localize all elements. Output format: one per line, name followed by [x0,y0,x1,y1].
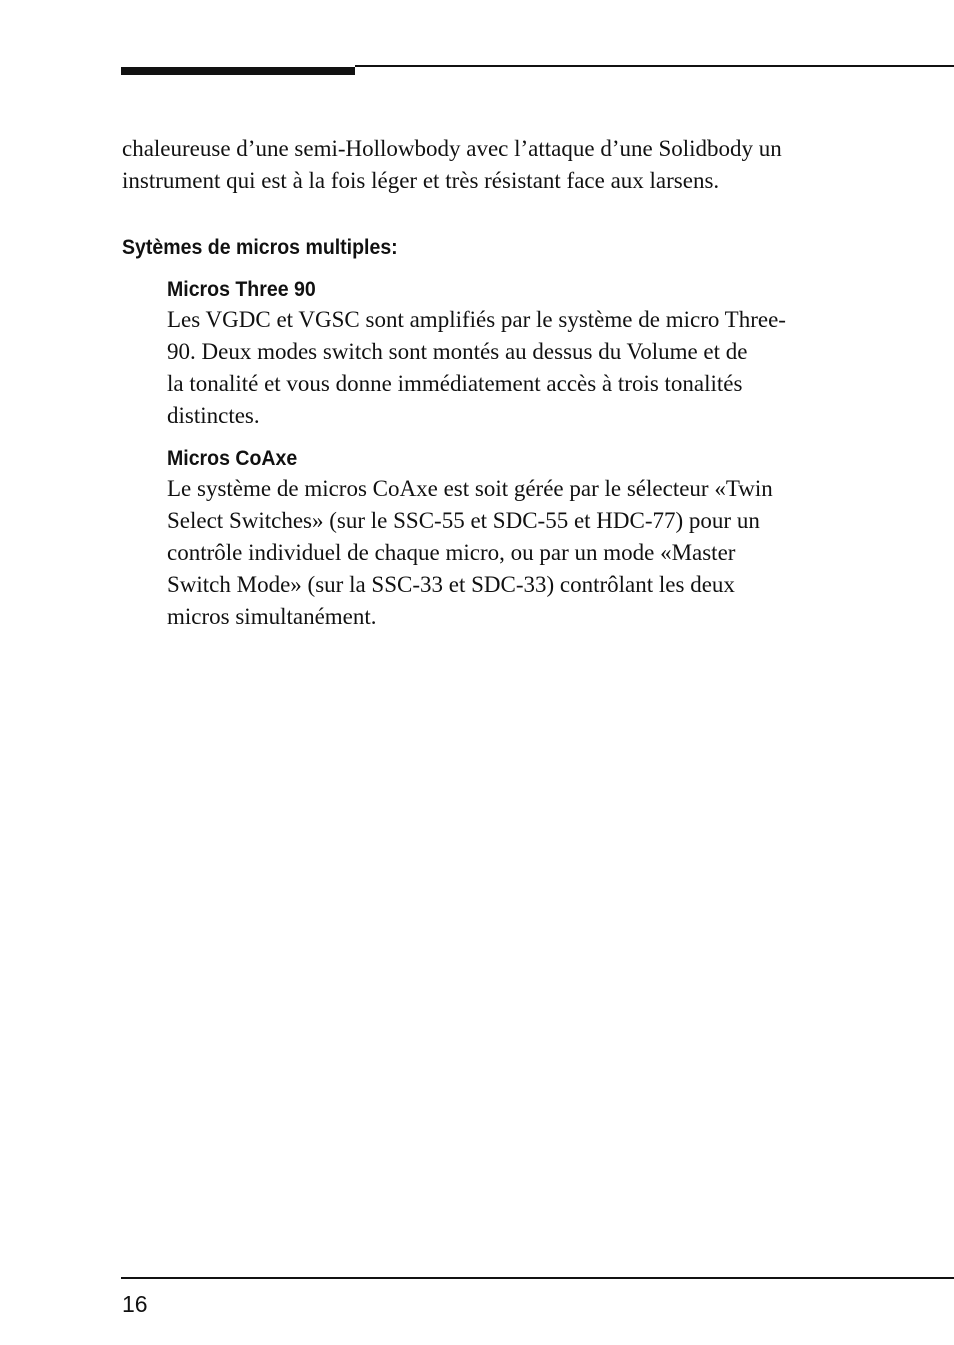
subsection-micros-three-90 [167,276,927,432]
paragraph-line: 90. Deux modes switch sont montés au dessus du Volume et de [167,339,748,364]
subsection-paragraph [167,304,927,432]
paragraph-line: contrôle individuel de chaque micro, ou par un mode «Master [167,540,736,565]
intro-paragraph [122,133,942,197]
paragraph-line: Select Switches» (sur le SSC-55 et SDC-55 et HDC-77) pour un [167,508,760,533]
header-rule-thick [121,67,355,75]
header-rule-thin [355,65,954,67]
paragraph-line: Switch Mode» (sur la SSC-33 et SDC-33) contrôlant les deux [167,572,735,597]
paragraph-line: Le système de micros CoAxe est soit gérée par le sélecteur «Twin [167,476,773,501]
paragraph-line: Les VGDC et VGSC sont amplifiés par le système de micro Three- [167,307,786,332]
subsection-paragraph [167,473,927,633]
page-number: 16 [122,1291,148,1317]
footer-rule [121,1277,954,1279]
subsection-title: Micros Three 90 [167,278,316,301]
paragraph-line: distinctes. [167,403,260,428]
intro-line: instrument qui est à la fois léger et très résistant face aux larsens. [122,168,720,193]
paragraph-line: micros simultanément. [167,604,377,629]
intro-line: chaleureuse d’une semi-Hollowbody avec l’attaque d’une Solidbody un [122,136,782,161]
subsection-title: Micros CoAxe [167,447,298,470]
section-heading: Sytèmes de micros multiples: [122,236,398,259]
paragraph-line: la tonalité et vous donne immédiatement accès à trois tonalités [167,371,743,396]
subsection-micros-coaxe [167,445,927,633]
